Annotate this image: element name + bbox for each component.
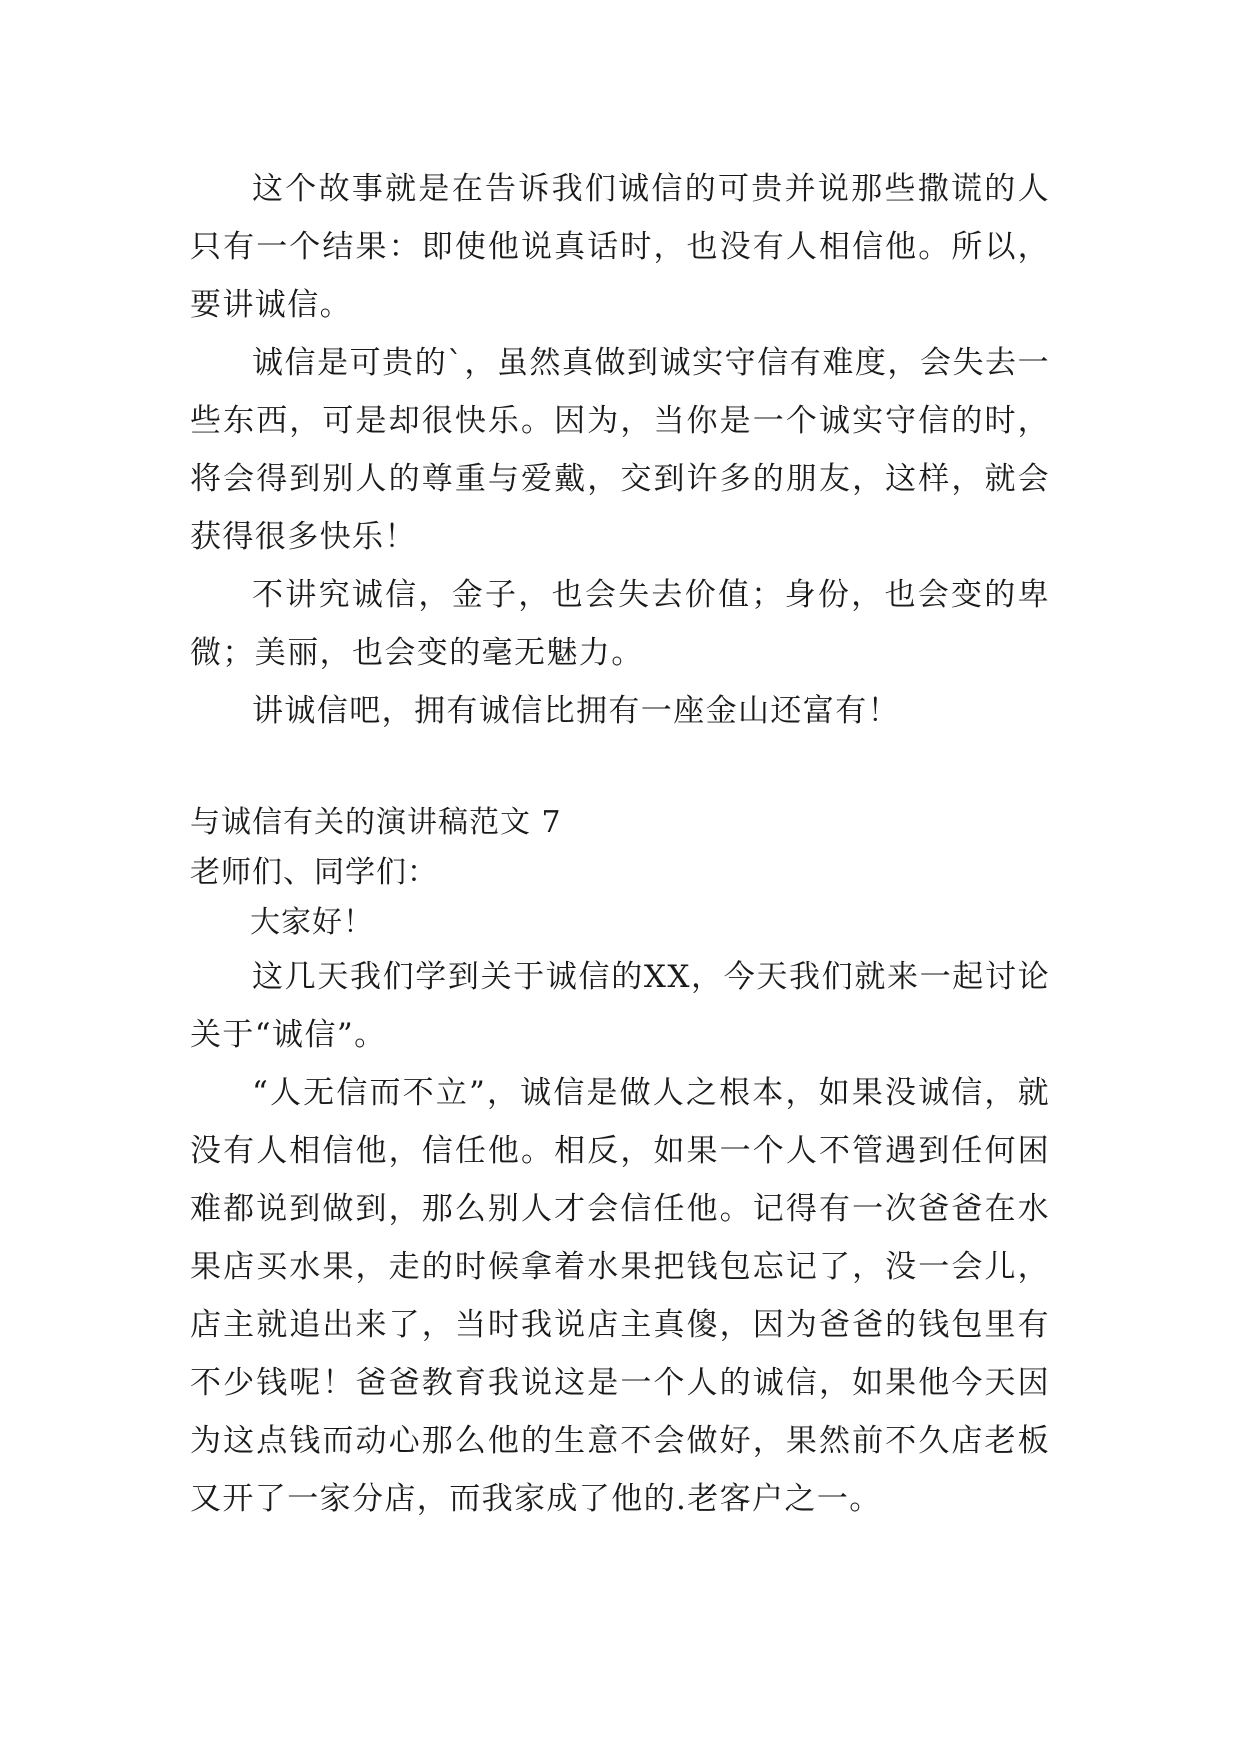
document-body [190, 160, 1050, 1528]
paragraph: 诚信是可贵的`，虽然真做到诚实守信有难度，会失去一些东西，可是却很快乐。因为，当你是一个诚实守信的时，将会得到别人的尊重与爱戴，交到许多的朋友，这样，就会获得很多快乐！ [190, 345, 1050, 555]
paragraph: 不讲究诚信，金子，也会失去价值；身份，也会变的卑微；美丽，也会变的毫无魅力。 [190, 577, 1050, 671]
paragraph: 这几天我们学到关于诚信的XX，今天我们就来一起讨论关于“诚信”。 [190, 959, 1050, 1053]
section-title: 与诚信有关的演讲稿范文 7 [190, 805, 562, 840]
greeting: 大家好！ [250, 905, 374, 940]
paragraph: “人无信而不立”，诚信是做人之根本，如果没诚信，就没有人相信他，信任他。相反，如果一个人不管遇到任何困难都说到做到，那么别人才会信任他。记得有一次爸爸在水果店买水果，走的时候拿着水果把钱包忘记了，没一会儿，店主就追出来了，当时我说店主真傻，因为爸爸的钱包里有不少钱呢！爸爸教育我说这是一个人的诚信，如果他今天因为这点钱而动心那么他的生意不会做好，果然前不久店老板又开了一家分店，而我家成了他的.老客户之一。 [190, 1075, 1050, 1517]
paragraph: 讲诚信吧，拥有诚信比拥有一座金山还富有！ [252, 693, 900, 729]
section-spacer [190, 740, 1050, 798]
paragraph: 这个故事就是在告诉我们诚信的可贵并说那些撒谎的人只有一个结果：即使他说真话时，也没有人相信他。所以，要讲诚信。 [190, 171, 1050, 323]
salutation: 老师们、同学们： [190, 855, 438, 890]
